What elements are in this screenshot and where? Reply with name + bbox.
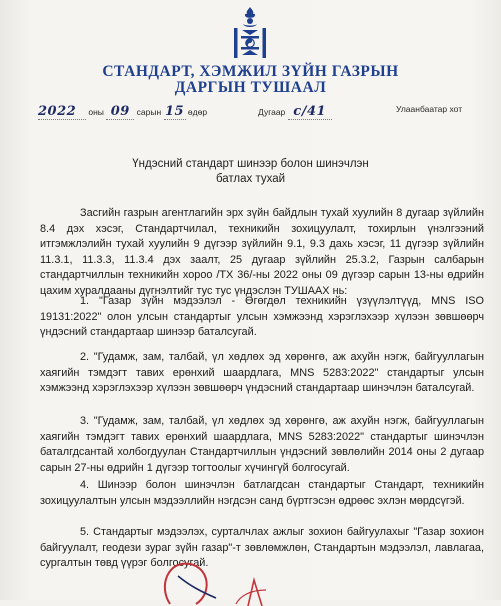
date-day-suffix: өдөр <box>187 107 208 117</box>
date-year-suffix: оны <box>88 107 104 117</box>
order-number-label: Дугаар <box>258 107 286 117</box>
date-month-suffix: сарын <box>136 107 162 117</box>
list-item: 3. "Гудамж, зам, талбай, үл хөдлөх эд хөрөнгө, аж ахуйн нэгж, байгууллагын хаягийн тэмдэгт тавих ерөнхий шаардлага, MNS 5283:2022" стандартыг шинэчлэн баталгдсантай холбогдуулан Стандартчиллын үндэсний зөвлөлийн 2014 оны 2 дугаар сарын 27-ны өдрийн 1 дүгээр тогтоолыг хүчингүй болгосугай. <box>40 415 484 474</box>
intro-paragraph: Засгийн газрын агентлагийн эрх зүйн байдлын тухай хуулийн 8 дугаар зүйлийн 8.4 дэх хэсэг, Стандартчилал, техникийн зохицуулалт, тохирлын үнэлгээний итгэмжлэлийн тухай хуулийн 9 дүгээр зүйлийн 9.1, 9.3 дахь хэсэг, 11 дүгээр зүйлийн 11.3.1, 11.3.3, 11.3.4 дэх заалт, 25 дугаар зүйлийн 25.3.2, Газрын салбарын стандартчиллын техникийн хороо /ТХ 36/-ны 2022 оны 09 дүгээр сарын 13-ны өдрийн цахим хуралдааны дүгнэлтийг тус тус үндэслэн ТУШААХ нь: <box>40 207 484 297</box>
order-number-line <box>258 104 332 124</box>
date-day: 15 <box>165 104 185 119</box>
document-title: Үндэсний стандарт шинээр болон шинэчлэн <box>132 158 369 170</box>
list-item: 4. Шинээр болон шинэчлэн батлагдсан стандартыг Стандарт, техникийн зохицуулалтын улсын мэдээллийн нэгдсэн санд бүртгэсэн өдрөөс эхлэн мөрдсүгэй. <box>40 479 484 507</box>
city: Улаанбаатар хот <box>396 104 463 114</box>
date-year: 2022 <box>38 104 86 120</box>
list-item: 2. "Гудамж, зам, талбай, үл хөдлөх эд хөрөнгө, аж ахуйн нэгж, байгууллагын хаягийн тэмдэгт тавих ерөнхий шаардлага, MNS 5283:2022" стандартыг улсын хэмжээнд хэрэглэхээр хүлээн зөвшөөрч үндэсний стандартаар шинэчлэн баталсугай. <box>40 351 484 395</box>
date-month: 09 <box>106 104 134 120</box>
org-name: СТАНДАРТ, ХЭМЖИЛ ЗҮЙН ГАЗРЫН <box>102 63 399 80</box>
document-title-cont: батлах тухай <box>215 173 286 185</box>
date-line <box>38 104 207 124</box>
list-item: 5. Стандартыг мэдээлэх, сурталчлах ажлыг зохион байгуулахыг "Газар зохион байгуулалт, геодези зураг зүйн газар"-т зөвлөмжлөн, Стандартын мэдээлэл, лавлагаа, сургалтын төвд үүрэг болгосугай. <box>40 526 484 570</box>
order-number: с/41 <box>288 104 332 120</box>
document-type: ДАРГЫН ТУШААЛ <box>174 79 327 96</box>
soyombo-emblem-icon <box>230 6 270 62</box>
list-item: 1. "Газар зүйн мэдээлэл - Өгөгдөл техникийн үзүүлэлтүүд, MNS ISO 19131:2022" олон улсын стандартыг улсын хэмжээнд хэрэглэхээр хүлээн зөвшөөрч үндэсний стандартаар шинээр баталсугай. <box>40 295 484 339</box>
stamp-signature-icon <box>150 546 270 606</box>
